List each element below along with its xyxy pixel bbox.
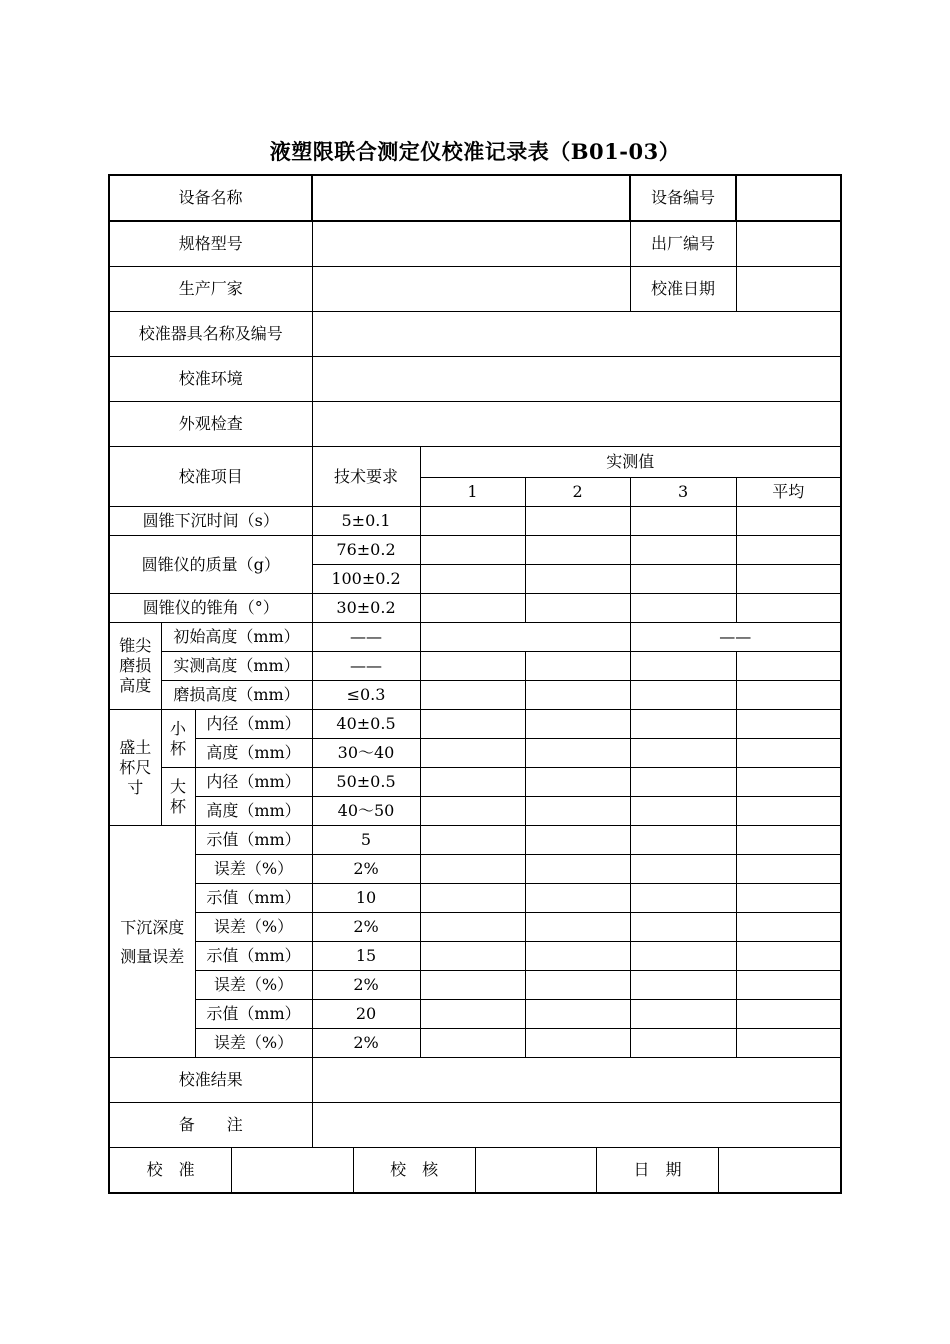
- cell[interactable]: [525, 536, 630, 565]
- calibration-record-table: [108, 174, 842, 1194]
- cell[interactable]: [525, 826, 630, 855]
- row-depth-5: [109, 971, 841, 1000]
- cell[interactable]: [630, 739, 736, 768]
- header-row-manufacturer: [109, 267, 841, 312]
- cell[interactable]: [525, 681, 630, 710]
- small-cup-label: [161, 710, 195, 768]
- wear-measured-req: ——: [312, 652, 420, 681]
- cell[interactable]: [420, 710, 525, 739]
- cell[interactable]: [630, 536, 736, 565]
- cell[interactable]: [420, 1029, 525, 1058]
- wear-initial-label: 初始高度（mm）: [161, 623, 312, 652]
- col-m2-header: 2: [525, 478, 630, 507]
- small-cup-d-label: 内径（mm）: [195, 710, 312, 739]
- col-avg-header: 平均: [736, 478, 841, 507]
- wear-group-label: [109, 623, 161, 710]
- cal-env-label: 校准环境: [109, 357, 312, 402]
- cell[interactable]: [630, 913, 736, 942]
- cell[interactable]: [630, 826, 736, 855]
- row-depth-7: [109, 1029, 841, 1058]
- cell[interactable]: [420, 884, 525, 913]
- cell[interactable]: [525, 710, 630, 739]
- row-cup-small-h: [109, 739, 841, 768]
- cell[interactable]: [736, 768, 841, 797]
- depth-item-label: 误差（%）: [195, 1029, 312, 1058]
- device-no-label: 设备编号: [630, 175, 736, 221]
- cell[interactable]: [736, 797, 841, 826]
- cell[interactable]: [420, 565, 525, 594]
- depth-item-req: 20: [312, 1000, 420, 1029]
- manufacturer-label: 生产厂家: [109, 267, 312, 312]
- cell[interactable]: [525, 942, 630, 971]
- wear-height-req: ≤0.3: [312, 681, 420, 710]
- cell[interactable]: [736, 826, 841, 855]
- cup-group-line: 杯尺: [119, 757, 152, 777]
- cup-group-line: 盛土: [119, 737, 152, 757]
- factory-no-field[interactable]: [736, 221, 841, 267]
- cell[interactable]: [630, 594, 736, 623]
- cell[interactable]: [525, 507, 630, 536]
- cell[interactable]: [736, 594, 841, 623]
- footer-table: [110, 1148, 840, 1192]
- cell[interactable]: [630, 768, 736, 797]
- model-label: 规格型号: [109, 221, 312, 267]
- large-cup-line: 大: [169, 776, 186, 796]
- cell[interactable]: [420, 739, 525, 768]
- cal-date-label: 校准日期: [630, 267, 736, 312]
- cell[interactable]: [525, 855, 630, 884]
- large-cup-d-label: 内径（mm）: [195, 768, 312, 797]
- depth-item-label: 示值（mm）: [195, 942, 312, 971]
- cell[interactable]: [525, 971, 630, 1000]
- cell[interactable]: [420, 855, 525, 884]
- cell[interactable]: [525, 768, 630, 797]
- small-cup-d-req: 40±0.5: [312, 710, 420, 739]
- cell[interactable]: [736, 739, 841, 768]
- depth-item-label: 误差（%）: [195, 913, 312, 942]
- depth-item-label: 示值（mm）: [195, 1000, 312, 1029]
- result-field[interactable]: [312, 1058, 841, 1103]
- calibrator-label: 校 准: [110, 1148, 232, 1192]
- col-measured-header: 实测值: [420, 447, 841, 478]
- col-item-header: 校准项目: [109, 447, 312, 507]
- cone-mass-req-1: 76±0.2: [312, 536, 420, 565]
- appearance-label: 外观检查: [109, 402, 312, 447]
- small-cup-line: 杯: [169, 738, 186, 758]
- cell[interactable]: [420, 594, 525, 623]
- row-cup-large-d: [109, 768, 841, 797]
- cone-mass-label: 圆锥仪的质量（g）: [109, 536, 312, 594]
- cone-mass-req-2: 100±0.2: [312, 565, 420, 594]
- depth-group-label: [109, 826, 195, 1058]
- remark-label: 备 注: [109, 1103, 312, 1148]
- row-cone-angle: [109, 594, 841, 623]
- sink-time-req: 5±0.1: [312, 507, 420, 536]
- cell[interactable]: [420, 652, 525, 681]
- cell[interactable]: [525, 1000, 630, 1029]
- cell[interactable]: [420, 623, 630, 652]
- depth-item-req: 2%: [312, 971, 420, 1000]
- row-wear-measured: [109, 652, 841, 681]
- row-cone-mass-1: [109, 536, 841, 565]
- cone-angle-req: 30±0.2: [312, 594, 420, 623]
- cell[interactable]: [736, 1029, 841, 1058]
- page-title: 液塑限联合测定仪校准记录表（B01-03）: [269, 139, 681, 164]
- cell[interactable]: [630, 797, 736, 826]
- cell[interactable]: [736, 681, 841, 710]
- device-no-field[interactable]: [736, 175, 841, 221]
- cell[interactable]: [630, 710, 736, 739]
- row-wear-initial: [109, 623, 841, 652]
- wear-initial-req: ——: [312, 623, 420, 652]
- cell[interactable]: [630, 565, 736, 594]
- row-depth-6: [109, 1000, 841, 1029]
- calibrator-field[interactable]: [232, 1148, 354, 1192]
- depth-item-label: 示值（mm）: [195, 826, 312, 855]
- cell[interactable]: [630, 507, 736, 536]
- result-label: 校准结果: [109, 1058, 312, 1103]
- cell[interactable]: [525, 1029, 630, 1058]
- cell[interactable]: [736, 710, 841, 739]
- header-row-appearance: [109, 402, 841, 447]
- row-depth-0: [109, 826, 841, 855]
- date-field[interactable]: [718, 1148, 840, 1192]
- depth-item-label: 示值（mm）: [195, 884, 312, 913]
- cell[interactable]: [630, 971, 736, 1000]
- cone-angle-label: 圆锥仪的锥角（°）: [109, 594, 312, 623]
- model-field[interactable]: [312, 221, 630, 267]
- footer-cell: [109, 1148, 841, 1194]
- sink-time-label: 圆锥下沉时间（s）: [109, 507, 312, 536]
- cell[interactable]: [736, 913, 841, 942]
- wear-measured-label: 实测高度（mm）: [161, 652, 312, 681]
- depth-item-label: 误差（%）: [195, 971, 312, 1000]
- cell[interactable]: [736, 652, 841, 681]
- cup-group-label: [109, 710, 161, 826]
- cell[interactable]: [736, 942, 841, 971]
- row-remark: [109, 1103, 841, 1148]
- checker-label: 校 核: [353, 1148, 475, 1192]
- cell[interactable]: [420, 536, 525, 565]
- cell[interactable]: [630, 884, 736, 913]
- col-requirement-header: 技术要求: [312, 447, 420, 507]
- manufacturer-field[interactable]: [312, 267, 630, 312]
- row-wear-height: [109, 681, 841, 710]
- header-row-env: [109, 357, 841, 402]
- cal-instrument-label: 校准器具名称及编号: [109, 312, 312, 357]
- wear-initial-dash: ——: [630, 623, 841, 652]
- row-depth-4: [109, 942, 841, 971]
- cell[interactable]: [420, 797, 525, 826]
- cell[interactable]: [525, 594, 630, 623]
- depth-item-req: 2%: [312, 913, 420, 942]
- col-m3-header: 3: [630, 478, 736, 507]
- cell[interactable]: [736, 1000, 841, 1029]
- cell[interactable]: [420, 768, 525, 797]
- cell[interactable]: [420, 507, 525, 536]
- cell[interactable]: [630, 1000, 736, 1029]
- depth-item-req: 10: [312, 884, 420, 913]
- factory-no-label: 出厂编号: [630, 221, 736, 267]
- large-cup-line: 杯: [169, 796, 186, 816]
- cal-date-field[interactable]: [736, 267, 841, 312]
- remark-field[interactable]: [312, 1103, 841, 1148]
- cell[interactable]: [525, 652, 630, 681]
- cup-group-line: 寸: [127, 777, 144, 797]
- depth-item-label: 误差（%）: [195, 855, 312, 884]
- cell[interactable]: [525, 797, 630, 826]
- cell[interactable]: [736, 884, 841, 913]
- cell[interactable]: [736, 565, 841, 594]
- cell[interactable]: [420, 1000, 525, 1029]
- row-cup-large-h: [109, 797, 841, 826]
- row-result: [109, 1058, 841, 1103]
- large-cup-h-label: 高度（mm）: [195, 797, 312, 826]
- cell[interactable]: [736, 507, 841, 536]
- cell[interactable]: [420, 681, 525, 710]
- depth-item-req: 5: [312, 826, 420, 855]
- appearance-field[interactable]: [312, 402, 841, 447]
- wear-group-line: 磨损: [119, 656, 152, 675]
- wear-group-line: 高度: [119, 676, 152, 695]
- cell[interactable]: [630, 652, 736, 681]
- wear-group-line: 锥尖: [119, 636, 152, 655]
- cell[interactable]: [420, 971, 525, 1000]
- cell[interactable]: [630, 681, 736, 710]
- cell[interactable]: [630, 855, 736, 884]
- large-cup-h-req: 40～50: [312, 797, 420, 826]
- large-cup-d-req: 50±0.5: [312, 768, 420, 797]
- cell[interactable]: [525, 565, 630, 594]
- small-cup-h-label: 高度（mm）: [195, 739, 312, 768]
- row-depth-3: [109, 913, 841, 942]
- small-cup-h-req: 30～40: [312, 739, 420, 768]
- col-m1-header: 1: [420, 478, 525, 507]
- depth-item-req: 2%: [312, 1029, 420, 1058]
- checker-field[interactable]: [475, 1148, 597, 1192]
- cell[interactable]: [525, 884, 630, 913]
- header-row-device-name: [109, 175, 841, 221]
- depth-group-line: 下沉深度: [120, 917, 185, 937]
- cell[interactable]: [525, 739, 630, 768]
- cell[interactable]: [630, 942, 736, 971]
- cell[interactable]: [736, 855, 841, 884]
- cell[interactable]: [420, 826, 525, 855]
- cal-instrument-field[interactable]: [312, 312, 841, 357]
- cell[interactable]: [525, 913, 630, 942]
- depth-item-req: 15: [312, 942, 420, 971]
- row-cup-small-d: [109, 710, 841, 739]
- row-sink-time: [109, 507, 841, 536]
- cal-env-field[interactable]: [312, 357, 841, 402]
- row-depth-2: [109, 884, 841, 913]
- header-row-model: [109, 221, 841, 267]
- cell[interactable]: [736, 536, 841, 565]
- small-cup-line: 小: [169, 718, 186, 738]
- device-name-field[interactable]: [312, 175, 630, 221]
- row-depth-1: [109, 855, 841, 884]
- date-label: 日 期: [597, 1148, 719, 1192]
- cell[interactable]: [420, 913, 525, 942]
- device-name-label: 设备名称: [109, 175, 312, 221]
- row-footer: [109, 1148, 841, 1194]
- wear-height-label: 磨损高度（mm）: [161, 681, 312, 710]
- depth-group-line: 测量误差: [120, 946, 185, 966]
- depth-item-req: 2%: [312, 855, 420, 884]
- header-row-instrument: [109, 312, 841, 357]
- cell[interactable]: [736, 971, 841, 1000]
- cell[interactable]: [630, 1029, 736, 1058]
- column-header-row-1: [109, 447, 841, 478]
- cell[interactable]: [420, 942, 525, 971]
- large-cup-label: [161, 768, 195, 826]
